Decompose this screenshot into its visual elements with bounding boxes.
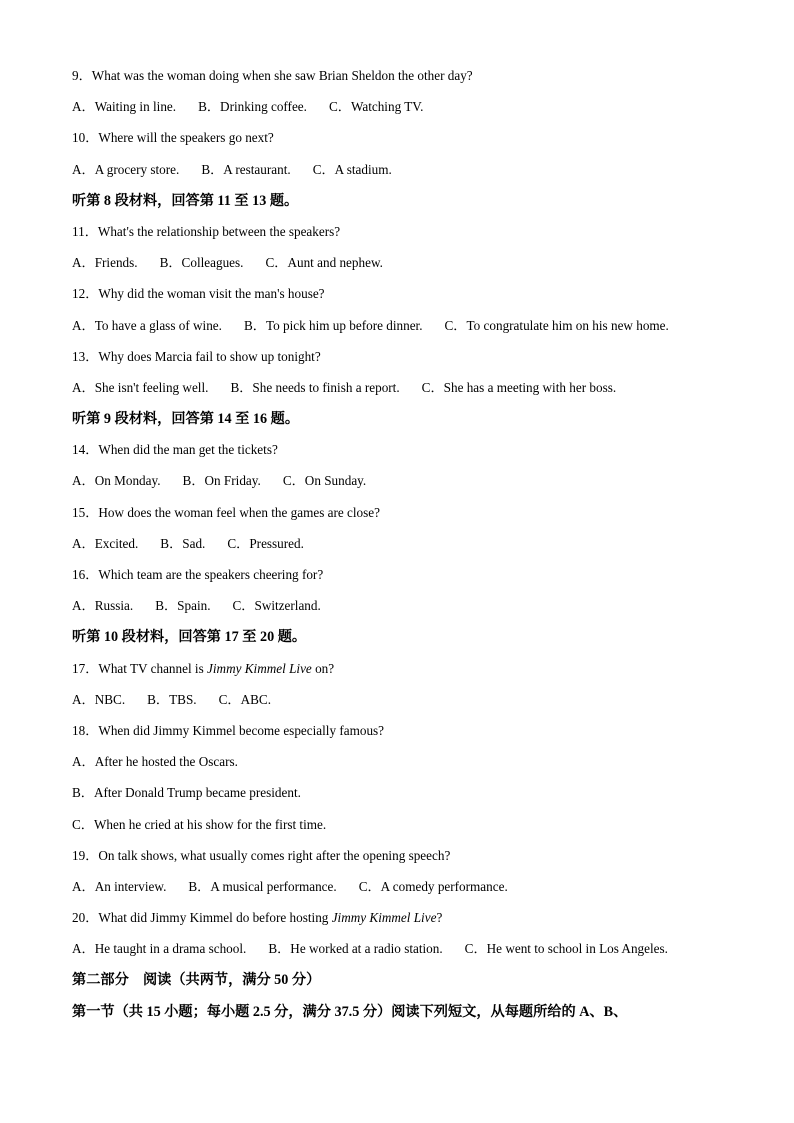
option-row bbox=[72, 688, 732, 719]
show-title: Jimmy Kimmel Live bbox=[331, 910, 437, 926]
option-a: A．NBC. bbox=[72, 691, 126, 707]
question-stem: 10．Where will the speakers go next? bbox=[72, 130, 274, 146]
question-stem: 16．Which team are the speakers cheering for? bbox=[72, 567, 324, 582]
question-stem bbox=[72, 906, 732, 937]
option-a: A．After he hosted the Oscars. bbox=[72, 754, 238, 770]
option-c: C．ABC. bbox=[218, 691, 271, 707]
option-a: A．She isn't feeling well. bbox=[72, 379, 209, 395]
section-heading: 听第 10 段材料，回答第 17 至 20 题。 bbox=[72, 629, 307, 646]
stem-text: 17．What TV channel is bbox=[72, 660, 208, 676]
option-row bbox=[72, 532, 732, 563]
option-b: B．A restaurant. bbox=[201, 161, 291, 177]
question-stem: 9．What was the woman doing when she saw Brian Sheldon the other day? bbox=[72, 68, 473, 83]
part-heading: 第二部分 阅读（共两节，满分 50 分） bbox=[72, 972, 321, 989]
section-instructions: 第一节（共 15 小题；每小题 2.5 分，满分 37.5 分）阅读下列短文，从每题所给的 A、B、 bbox=[72, 1003, 628, 1020]
option-c: C．He went to school in Los Angeles. bbox=[464, 941, 668, 957]
question-stem: 11．What's the relationship between the speakers? bbox=[72, 223, 341, 239]
exam-page bbox=[72, 64, 732, 1031]
option-a: A．An interview. bbox=[72, 878, 167, 894]
question-stem: 14．When did the man get the tickets? bbox=[72, 442, 278, 458]
option-row bbox=[72, 875, 732, 906]
option-b: B．She needs to finish a report. bbox=[230, 379, 400, 395]
option-c: C．Watching TV. bbox=[328, 99, 424, 115]
option-c: C．Aunt and nephew. bbox=[265, 255, 383, 271]
section-heading: 听第 9 段材料，回答第 14 至 16 题。 bbox=[72, 411, 300, 428]
option-c: C．When he cried at his show for the first time. bbox=[72, 816, 327, 832]
option-c: C．A comedy performance. bbox=[358, 878, 508, 894]
option-a: A．Russia. bbox=[72, 598, 134, 614]
option-row bbox=[72, 937, 732, 968]
option-b: B．Spain. bbox=[155, 598, 211, 614]
option-c: C．Switzerland. bbox=[232, 598, 321, 614]
option-a: A．Waiting in line. bbox=[72, 99, 177, 115]
option-b: B．Drinking coffee. bbox=[198, 99, 307, 115]
option-a: A．To have a glass of wine. bbox=[72, 317, 222, 333]
option-b: B．After Donald Trump became president. bbox=[72, 785, 301, 801]
option-row bbox=[72, 594, 732, 625]
option-a: A．Excited. bbox=[72, 535, 139, 551]
stem-text: 20．What did Jimmy Kimmel do before hosting bbox=[72, 910, 332, 926]
option-row bbox=[72, 251, 732, 282]
option-a: A．He taught in a drama school. bbox=[72, 941, 247, 957]
option-b: B．Sad. bbox=[160, 535, 206, 551]
option-b: B．TBS. bbox=[147, 691, 197, 707]
option-b: B．Colleagues. bbox=[159, 255, 244, 271]
question-stem: 18．When did Jimmy Kimmel become especially famous? bbox=[72, 722, 385, 738]
show-title: Jimmy Kimmel Live bbox=[207, 660, 312, 676]
option-a: A．A grocery store. bbox=[72, 161, 180, 177]
option-c: C．On Sunday. bbox=[282, 473, 367, 489]
option-row bbox=[72, 376, 732, 407]
option-b: B．A musical performance. bbox=[188, 878, 337, 894]
question-stem: 12．Why did the woman visit the man's house? bbox=[72, 286, 325, 302]
option-b: B．To pick him up before dinner. bbox=[243, 317, 423, 333]
question-stem: 15．How does the woman feel when the games are close? bbox=[72, 504, 380, 520]
option-a: A．Friends. bbox=[72, 255, 138, 271]
option-b: B．He worked at a radio station. bbox=[268, 941, 443, 957]
question-stem bbox=[72, 657, 732, 688]
option-row bbox=[72, 314, 732, 345]
option-a: A．On Monday. bbox=[72, 473, 161, 489]
question-stem: 19．On talk shows, what usually comes right after the opening speech? bbox=[72, 847, 451, 863]
section-heading: 听第 8 段材料，回答第 11 至 13 题。 bbox=[72, 192, 299, 209]
option-c: C．A stadium. bbox=[312, 161, 392, 177]
option-c: C．To congratulate him on his new home. bbox=[444, 317, 669, 333]
stem-text: ? bbox=[436, 910, 443, 926]
option-row bbox=[72, 95, 732, 126]
option-c: C．Pressured. bbox=[227, 535, 304, 551]
option-c: C．She has a meeting with her boss. bbox=[421, 379, 617, 395]
option-b: B．On Friday. bbox=[182, 473, 261, 489]
question-stem: 13．Why does Marcia fail to show up tonight? bbox=[72, 348, 321, 364]
stem-text: on? bbox=[311, 660, 335, 676]
option-row bbox=[72, 469, 732, 500]
option-row bbox=[72, 158, 732, 189]
